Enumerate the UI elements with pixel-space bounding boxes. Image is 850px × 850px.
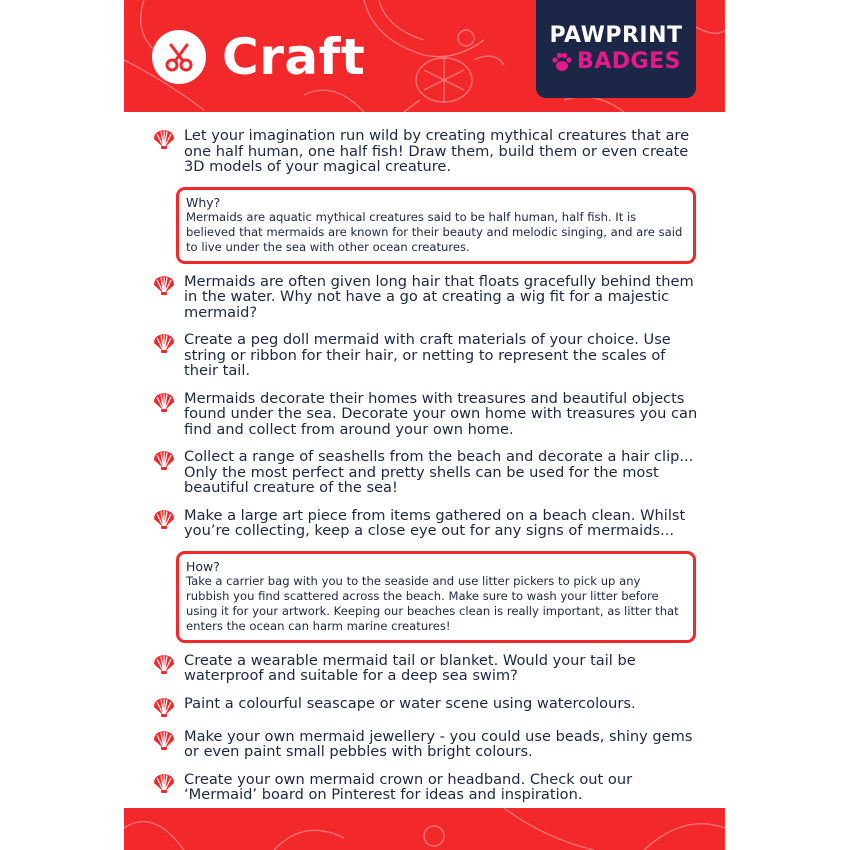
shell-icon <box>152 697 176 717</box>
how-body: Take a carrier bag with you to the seaside and use litter pickers to pick up any rubbish you find scattered across the beach. Make sure to wash your litter before using it for your artwork. Keeping our beaches clean is really important, as litter that enters the ocean can harm marine creatures! <box>186 573 679 633</box>
list-item: Make a large art piece from items gathered on a beach clean. Whilst you’re collecting, keep a close eye out for any signs of mermaids... <box>152 508 712 539</box>
shell-icon <box>152 730 176 750</box>
list-item: Paint a colourful seascape or water scene using watercolours. <box>152 696 712 717</box>
shell-icon <box>152 450 176 470</box>
activity-list <box>152 128 712 815</box>
logo-text-top: PAWPRINT <box>549 22 683 48</box>
shell-icon <box>152 509 176 529</box>
list-item: Create your own mermaid crown or headband. Check out our ‘Mermaid’ board on Pinterest for ideas and inspiration. <box>152 772 712 803</box>
shell-icon <box>152 773 176 793</box>
page-title: Craft <box>222 28 366 86</box>
shell-icon <box>152 392 176 412</box>
paw-icon <box>551 52 573 72</box>
shell-icon <box>152 129 176 149</box>
list-item: Create a peg doll mermaid with craft materials of your choice. Use string or ribbon for their hair, or netting to represent the scales of their tail. <box>152 332 712 379</box>
pawprint-badges-logo <box>536 0 696 98</box>
shell-icon <box>152 654 176 674</box>
why-box <box>176 187 696 264</box>
shell-icon <box>152 333 176 353</box>
logo-text-bottom: BADGES <box>577 49 681 74</box>
shell-icon <box>152 275 176 295</box>
why-heading: Why? <box>186 194 221 210</box>
header-banner <box>124 0 725 112</box>
page <box>124 0 725 850</box>
list-item: Collect a range of seashells from the beach and decorate a hair clip... Only the most perfect and pretty shells can be used for the most beautiful creature of the sea! <box>152 449 712 496</box>
list-item: Create a wearable mermaid tail or blanket. Would your tail be waterproof and suitable for a deep sea swim? <box>152 653 712 684</box>
list-item: Let your imagination run wild by creating mythical creatures that are one half human, one half fish! Draw them, build them or even create 3D models of your magical creature. <box>152 128 712 175</box>
list-item: Mermaids are often given long hair that floats gracefully behind them in the water. Why not have a go at creating a wig fit for a majestic mermaid? <box>152 274 712 321</box>
how-heading: How? <box>186 558 220 574</box>
why-body: Mermaids are aquatic mythical creatures said to be half human, half fish. It is believed that mermaids are known for their beauty and melodic singing, and are said to live under the sea with other ocean creatures. <box>186 209 683 254</box>
scissors-icon <box>152 30 206 84</box>
list-item: Make your own mermaid jewellery - you could use beads, shiny gems or even paint small pebbles with bright colours. <box>152 729 712 760</box>
list-item: Mermaids decorate their homes with treasures and beautiful objects found under the sea. Decorate your own home with treasures you can find and collect from around your own home. <box>152 391 712 438</box>
footer-banner <box>124 808 725 850</box>
sea-creatures-decoration-icon <box>124 808 725 850</box>
how-box <box>176 551 696 643</box>
